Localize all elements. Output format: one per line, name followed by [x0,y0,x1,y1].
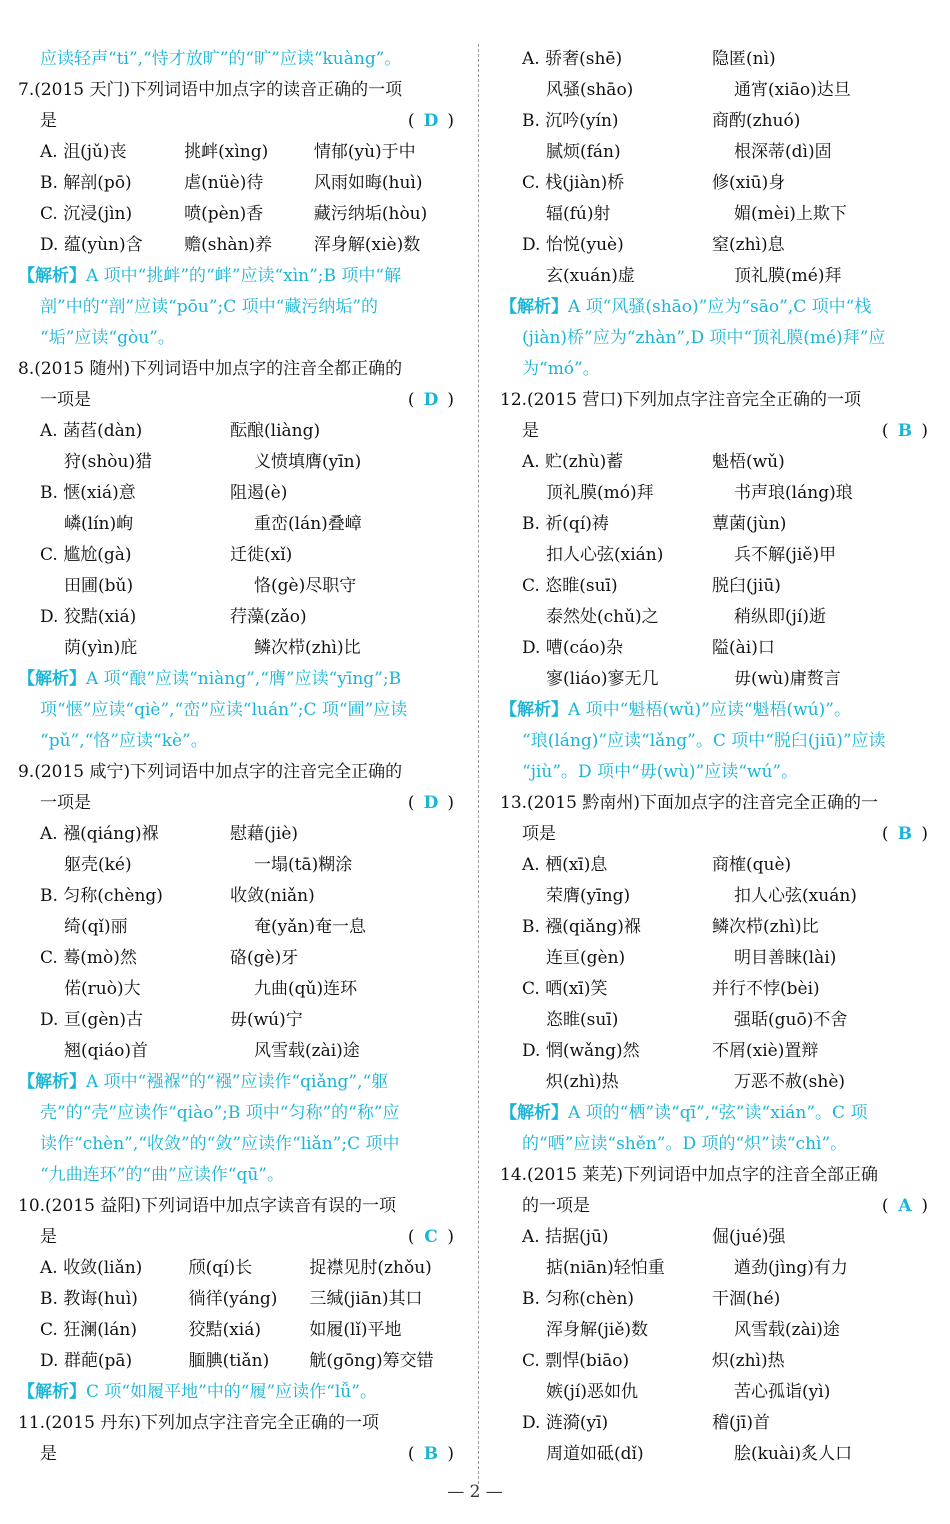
option-row [500,478,932,509]
option-item: D. 群葩(pā) [40,1351,133,1371]
option-row [500,1067,932,1098]
answer-bracket: ( A ) [882,1191,928,1222]
option-item: C. 沉浸(jìn) [40,204,133,224]
option-item: 炽(zhì)热 [712,1351,785,1371]
answer-letter: D [423,390,439,410]
text-line: “九曲连环”的“曲”应读作“qū”。 [40,1165,284,1185]
option-item: 一塌(tā)糊涂 [254,855,353,875]
option-item: 浑身解(jiě)数 [546,1320,649,1340]
option-item: 翘(qiáo)首 [64,1041,148,1061]
stem-text: 是 [40,1227,57,1247]
option-item: 掂(niān)轻怕重 [546,1258,665,1278]
text-line: “琅(láng)”应读“lǎng”。C 项中“脱臼(jiū)”应读 [522,731,886,751]
option-item: 书声琅(láng)琅 [734,483,853,503]
option-item: 顶礼膜(mé)拜 [734,266,842,286]
option-item: 藏污纳垢(hòu) [313,204,428,224]
analysis-text: A 项中“魁梧(wǔ)”应读“魁梧(wú)”。 [568,700,851,720]
option-item: 稽(jī)首 [712,1413,770,1433]
text-line: 8.(2015 随州)下列词语中加点字的注音全都正确的 [18,359,403,379]
option-item: 商酌(zhuó) [712,111,801,131]
answer-letter: D [423,793,439,813]
option-row [18,571,458,602]
analysis-line [500,292,932,323]
option-item: 玄(xuán)虚 [546,266,635,286]
analysis-line [18,1377,458,1408]
answer-letter: B [423,1444,439,1464]
analysis-line [18,664,458,695]
text-line: 7.(2015 天门)下列词语中加点字的读音正确的一项 [18,80,403,100]
stem-text: 一项是 [40,390,91,410]
option-row [500,540,932,571]
option-row [18,943,458,974]
option-row [500,633,932,664]
option-item: B. 祈(qí)祷 [522,514,609,534]
option-item: 狩(shòu)猎 [64,452,153,472]
option-item: 阻遏(è) [230,483,288,503]
answer-letter: A [898,1196,912,1216]
option-row [500,850,932,881]
answer-bracket: ( D ) [408,385,454,416]
text-line: 9.(2015 咸宁)下列词语中加点字的注音完全正确的 [18,762,403,782]
option-row [500,571,932,602]
option-item: D. 蕴(yùn)含 [40,235,143,255]
option-row [18,881,458,912]
option-item: 连亘(gèn) [546,948,626,968]
option-item: C. 蓦(mò)然 [40,948,137,968]
option-item: 脍(kuài)炙人口 [734,1444,853,1464]
option-row [500,44,932,75]
option-row [18,509,458,540]
text-line: 12.(2015 营口)下列加点字注音完全正确的一项 [500,390,861,410]
analysis-tag: 【解析】 [18,266,86,286]
question-stem-line [500,1191,932,1222]
option-item: 扣人心弦(xián) [546,545,664,565]
option-item: B. 匀称(chèn) [522,1289,635,1309]
option-row [500,602,932,633]
text-line: 为“mó”。 [522,359,600,379]
question-stem-line [18,1222,458,1253]
option-row [18,416,458,447]
option-item: A. 贮(zhù)蓄 [522,452,624,472]
answer-letter: B [897,824,913,844]
option-item: 辐(fú)射 [546,204,611,224]
answer-letter: C [424,1227,438,1247]
option-row [500,75,932,106]
analysis-tag: 【解析】 [18,669,86,689]
option-row [500,881,932,912]
option-item: B. 惬(xiá)意 [40,483,136,503]
text-line: 应读轻声“ti”,“恃才放旷”的“旷”应读“kuàng”。 [40,49,402,69]
analysis-line [18,1067,458,1098]
answer-bracket: ( B ) [882,416,928,447]
option-item: 通宵(xiāo)达旦 [734,80,851,100]
answer-bracket: ( C ) [408,1222,454,1253]
option-row [500,1222,932,1253]
option-row [500,974,932,1005]
option-row [500,199,932,230]
option-item: 喷(pèn)香 [184,204,264,224]
option-item: C. 剽悍(biāo) [522,1351,630,1371]
stem-text: 一项是 [40,793,91,813]
option-row [500,230,932,261]
option-row [18,633,458,664]
option-row [500,912,932,943]
option-row [18,447,458,478]
option-item: 周道如砥(dǐ) [546,1444,644,1464]
option-item: 收敛(niǎn) [230,886,315,906]
option-item: 嶙(lín)峋 [64,514,134,534]
option-item: D. 嘈(cáo)杂 [522,638,623,658]
option-row [500,168,932,199]
option-item: 荇藻(zǎo) [230,607,307,627]
option-item: 荣膺(yīng) [546,886,631,906]
option-item: 躯壳(ké) [64,855,132,875]
text-line: 剖”中的“剖”应读“pōu”;C 项中“藏污纳垢”的 [40,297,379,317]
option-item: 万恶不赦(shè) [734,1072,846,1092]
option-row [500,1377,932,1408]
stem-text: 项是 [522,824,556,844]
option-row [500,943,932,974]
option-item: 媚(mèi)上欺下 [734,204,847,224]
text-line: 项“惬”应读“qiè”,“峦”应读“luán”;C 项“圃”应读 [40,700,408,720]
option-item: A. 菡萏(dàn) [40,421,143,441]
option-item: 硌(gè)牙 [230,948,299,968]
question-stem-line [18,106,458,137]
option-item: 风雨如晦(huì) [313,173,423,193]
option-item: 魁梧(wǔ) [712,452,785,472]
analysis-line [500,695,932,726]
analysis-text: C 项“如履平地”中的“履”应读作“lǚ”。 [86,1382,377,1402]
option-item: 慰藉(jiè) [230,824,299,844]
option-item: C. 恣睢(suī) [522,576,618,596]
option-item: D. 惘(wǎng)然 [522,1041,640,1061]
option-item: B. 解剖(pō) [40,173,132,193]
left-column [18,44,458,1470]
option-row [18,540,458,571]
option-item: 浑身解(xiè)数 [313,235,421,255]
option-item: A. 襁(qiáng)褓 [40,824,159,844]
text-line: 11.(2015 丹东)下列加点字注音完全正确的一项 [18,1413,379,1433]
option-item: 窒(zhì)息 [712,235,785,255]
option-item: 遒劲(jìng)有力 [734,1258,848,1278]
option-item: 腻烦(fán) [546,142,621,162]
analysis-tag: 【解析】 [500,297,568,317]
option-item: C. 哂(xī)笑 [522,979,608,999]
option-item: 奄(yǎn)奄一息 [254,917,366,937]
option-item: 田圃(bǔ) [64,576,134,596]
text-line: 10.(2015 益阳)下列词语中加点字读音有误的一项 [18,1196,396,1216]
option-item: A. 拮据(jū) [522,1227,609,1247]
text-line: 壳”的“壳”应读作“qiào”;B 项中“匀称”的“称”应 [40,1103,400,1123]
column-divider [478,44,479,1484]
option-item: 炽(zhì)热 [546,1072,619,1092]
option-item: 徜徉(yáng) [188,1289,278,1309]
text-line: 14.(2015 莱芜)下列词语中加点字的注音全部正确 [500,1165,878,1185]
text-line: 读作“chèn”,“收敛”的“敛”应读作“liǎn”;C 项中 [40,1134,400,1154]
option-item: 如履(lǐ)平地 [309,1320,402,1340]
option-item: 明目善睐(lài) [734,948,837,968]
option-row [500,261,932,292]
option-item: 腼腆(tiǎn) [188,1351,270,1371]
option-item: 兵不解(jiě)甲 [734,545,837,565]
option-item: A. 栖(xī)息 [522,855,608,875]
stem-text: 是 [40,1444,57,1464]
option-item: 修(xiū)身 [712,173,786,193]
option-row [500,137,932,168]
option-row [18,1315,458,1346]
option-row [18,912,458,943]
option-item: D. 涟漪(yī) [522,1413,609,1433]
stem-text: 的一项是 [522,1196,590,1216]
page-number: — 2 — [447,1482,503,1502]
analysis-text: A 项中“挑衅”的“衅”应读“xìn”;B 项中“解 [86,266,402,286]
option-item: 颀(qí)长 [188,1258,253,1278]
option-item: 赡(shàn)养 [184,235,273,255]
option-row [18,199,458,230]
option-row [500,664,932,695]
option-item: 恣睢(suī) [546,1010,619,1030]
question-stem-line [18,788,458,819]
option-item: 虐(nüè)待 [184,173,264,193]
option-item: 根深蒂(dì)固 [734,142,832,162]
option-item: B. 教诲(huì) [40,1289,138,1309]
option-item: 顶礼膜(mó)拜 [546,483,654,503]
option-item: D. 狡黠(xiá) [40,607,137,627]
option-item: 荫(yìn)庇 [64,638,138,658]
option-row [500,1036,932,1067]
option-row [500,509,932,540]
option-row [18,1036,458,1067]
option-item: A. 收敛(liǎn) [40,1258,143,1278]
option-row [18,1005,458,1036]
option-item: C. 狂澜(lán) [40,1320,137,1340]
text-line: 的“哂”应读“shěn”。D 项的“炽”读“chì”。 [522,1134,848,1154]
analysis-line [18,261,458,292]
option-item: 重峦(lán)叠嶂 [254,514,362,534]
analysis-tag: 【解析】 [18,1072,86,1092]
option-item: A. 骄奢(shē) [522,49,623,69]
option-row [18,137,458,168]
option-item: 脱臼(jiū) [712,576,781,596]
analysis-tag: 【解析】 [500,1103,568,1123]
option-item: 偌(ruò)大 [64,979,141,999]
answer-bracket: ( D ) [408,788,454,819]
analysis-tag: 【解析】 [18,1382,86,1402]
option-item: 酝酿(liàng) [230,421,321,441]
option-item: D. 怡悦(yuè) [522,235,624,255]
option-row [500,1005,932,1036]
option-item: C. 尴尬(gà) [40,545,132,565]
option-item: 挑衅(xìng) [184,142,269,162]
text-line: “pǔ”,“恪”应读“kè”。 [40,731,208,751]
option-row [500,1408,932,1439]
option-item: 情郁(yù)于中 [313,142,416,162]
analysis-text: A 项“酿”应读“niàng”,“膺”应读“yīng”;B [86,669,402,689]
option-row [18,1253,458,1284]
option-item: 恪(gè)尽职守 [254,576,357,596]
option-item: 蕈菌(jùn) [712,514,787,534]
option-item: 迁徙(xǐ) [230,545,293,565]
option-item: B. 匀称(chèng) [40,886,163,906]
option-item: 九曲(qǔ)连环 [254,979,358,999]
question-stem-line [500,416,932,447]
analysis-tag: 【解析】 [500,700,568,720]
option-item: 义愤填膺(yīn) [254,452,362,472]
option-item: C. 栈(jiàn)桥 [522,173,625,193]
option-row [18,478,458,509]
option-row [18,168,458,199]
option-row [18,1346,458,1377]
analysis-text: A 项的“栖”读“qī”,“弦”读“xián”。C 项 [568,1103,868,1123]
text-line: 13.(2015 黔南州)下面加点字的注音完全正确的一 [500,793,878,813]
option-item: B. 沉吟(yín) [522,111,619,131]
option-item: A. 沮(jǔ)丧 [40,142,127,162]
option-item: 三缄(jiān)其口 [309,1289,423,1309]
option-row [18,1284,458,1315]
right-column [500,44,932,1470]
option-item: 毋(wù)庸赘言 [734,669,841,689]
option-item: 绮(qǐ)丽 [64,917,128,937]
option-item: 毋(wú)宁 [230,1010,303,1030]
text-line: (jiàn)桥”应为“zhàn”,D 项中“顶礼膜(mé)拜”应 [522,328,886,348]
option-item: 并行不悖(bèi) [712,979,820,999]
option-item: 风骚(shāo) [546,80,634,100]
option-row [500,447,932,478]
option-item: 鳞次栉(zhì)比 [254,638,361,658]
analysis-text: A 项“风骚(shāo)”应为“sāo”,C 项中“栈 [568,297,872,317]
option-row [18,819,458,850]
option-row [500,1284,932,1315]
analysis-line [500,1098,932,1129]
text-line: “jiù”。D 项中“毋(wù)”应读“wú”。 [522,762,799,782]
option-row [18,230,458,261]
option-item: 隐匿(nì) [712,49,776,69]
option-row [18,602,458,633]
option-item: 倔(jué)强 [712,1227,786,1247]
question-stem-line [18,1439,458,1470]
option-row [18,974,458,1005]
option-row [18,850,458,881]
option-item: 寥(liáo)寥无几 [546,669,659,689]
option-item: 干涸(hé) [712,1289,781,1309]
text-line: “垢”应读“gòu”。 [40,328,175,348]
answer-letter: B [897,421,913,441]
option-item: 稍纵即(jí)逝 [734,607,827,627]
option-item: B. 襁(qiǎng)褓 [522,917,641,937]
option-item: 商榷(què) [712,855,792,875]
option-item: D. 亘(gèn)古 [40,1010,143,1030]
question-stem-line [500,819,932,850]
option-item: 嫉(jí)恶如仇 [546,1382,638,1402]
question-stem-line [18,385,458,416]
option-item: 泰然处(chǔ)之 [546,607,659,627]
stem-text: 是 [40,111,57,131]
option-item: 捉襟见肘(zhǒu) [309,1258,432,1278]
option-item: 苦心孤诣(yì) [734,1382,831,1402]
option-item: 强聒(guō)不舍 [734,1010,848,1030]
option-item: 鳞次栉(zhì)比 [712,917,819,937]
answer-bracket: ( B ) [882,819,928,850]
answer-letter: D [423,111,439,131]
option-item: 狡黠(xiá) [188,1320,262,1340]
option-item: 觥(gōng)筹交错 [309,1351,434,1371]
answer-bracket: ( B ) [408,1439,454,1470]
option-item: 扣人心弦(xuán) [734,886,857,906]
stem-text: 是 [522,421,539,441]
option-item: 隘(ài)口 [712,638,775,658]
option-row [500,1439,932,1470]
option-row [500,1346,932,1377]
option-item: 不屑(xiè)置辩 [712,1041,819,1061]
option-item: 风雪载(zài)途 [254,1041,360,1061]
answer-bracket: ( D ) [408,106,454,137]
option-row [500,106,932,137]
option-row [500,1315,932,1346]
option-item: 风雪载(zài)途 [734,1320,840,1340]
option-row [500,1253,932,1284]
analysis-text: A 项中“襁褓”的“襁”应读作“qiǎng”,“躯 [86,1072,389,1092]
